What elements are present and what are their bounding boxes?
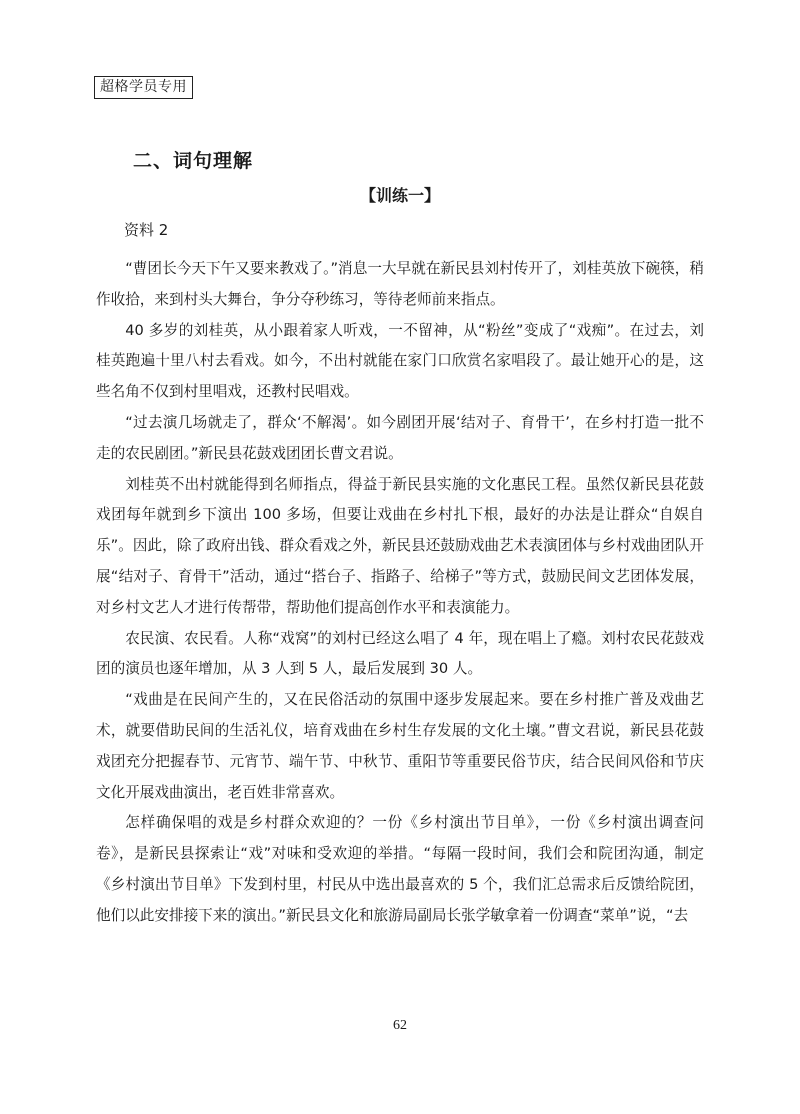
paragraph: 怎样确保唱的戏是乡村群众欢迎的？一份《乡村演出节目单》，一份《乡村演出调查问卷》，是新民县探索让“戏”对味和受欢迎的举措。“每隔一段时间，我们会和院团沟通，制定《乡村演出节目单》下发到村里，村民从中选出最喜欢的 5 个，我们汇总需求后反馈给院团，他们以此安排接下来的演出。”新民县文化和旅游局副局长张学敏拿着一份调查“菜单”说，“去 — [96, 814, 704, 924]
paragraph: “过去演几场就走了，群众‘不解渴’。如今剧团开展‘结对子、育骨干’，在乡村打造一批不走的农民剧团。”新民县花鼓戏团团长曹文君说。 — [96, 413, 704, 462]
paragraph: “曹团长今天下午又要来教戏了。”消息一大早就在新民县刘村传开了，刘桂英放下碗筷，稍作收拾，来到村头大舞台，争分夺秒练习，等待老师前来指点。 — [96, 260, 704, 308]
material-label: 资料 2 — [124, 221, 169, 239]
paragraph: “戏曲是在民间产生的，又在民俗活动的氛围中逐步发展起来。要在乡村推广普及戏曲艺术，就要借助民间的生活礼仪，培育戏曲在乡村生存发展的文化土壤。”曹文君说，新民县花鼓戏团充分把握春节、元宵节、端午节、中秋节、重阳节等重要民俗节庆，结合民间风俗和节庆文化开展戏曲演出，老百姓非常喜欢。 — [96, 691, 704, 801]
section-heading: 二、词句理解 — [133, 150, 254, 172]
exercise-title: 【训练一】 — [359, 186, 440, 205]
page-number: 62 — [393, 1018, 407, 1033]
paragraph: 40 多岁的刘桂英，从小跟着家人听戏，一不留神，从“粉丝”变成了“戏痴”。在过去，刘桂英跑遍十里八村去看戏。如今，不出村就能在家门口欣赏名家唱段了。最让她开心的是，这些名角不仅到村里唱戏，还教村民唱戏。 — [96, 321, 704, 401]
paragraph: 刘桂英不出村就能得到名师指点，得益于新民县实施的文化惠民工程。虽然仅新民县花鼓戏团每年就到乡下演出 100 多场，但要让戏曲在乡村扎下根，最好的办法是让群众“自娱自乐”。因此，除了政府出钱、群众看戏之外，新民县还鼓励戏曲艺术表演团体与乡村戏曲团队开展“结对子、育骨干”活动，通过“搭台子、指路子、给梯子”等方式，鼓励民间文艺团体发展，对乡村文艺人才进行传帮带，帮助他们提高创作水平和表演能力。 — [96, 475, 704, 616]
student-exclusive-stamp: 超格学员专用 — [94, 76, 193, 99]
paragraph: 农民演、农民看。人称“戏窝”的刘村已经这么唱了 4 年，现在唱上了瘾。刘村农民花鼓戏团的演员也逐年增加，从 3 人到 5 人，最后发展到 30 人。 — [96, 629, 704, 678]
article-body — [96, 254, 704, 932]
